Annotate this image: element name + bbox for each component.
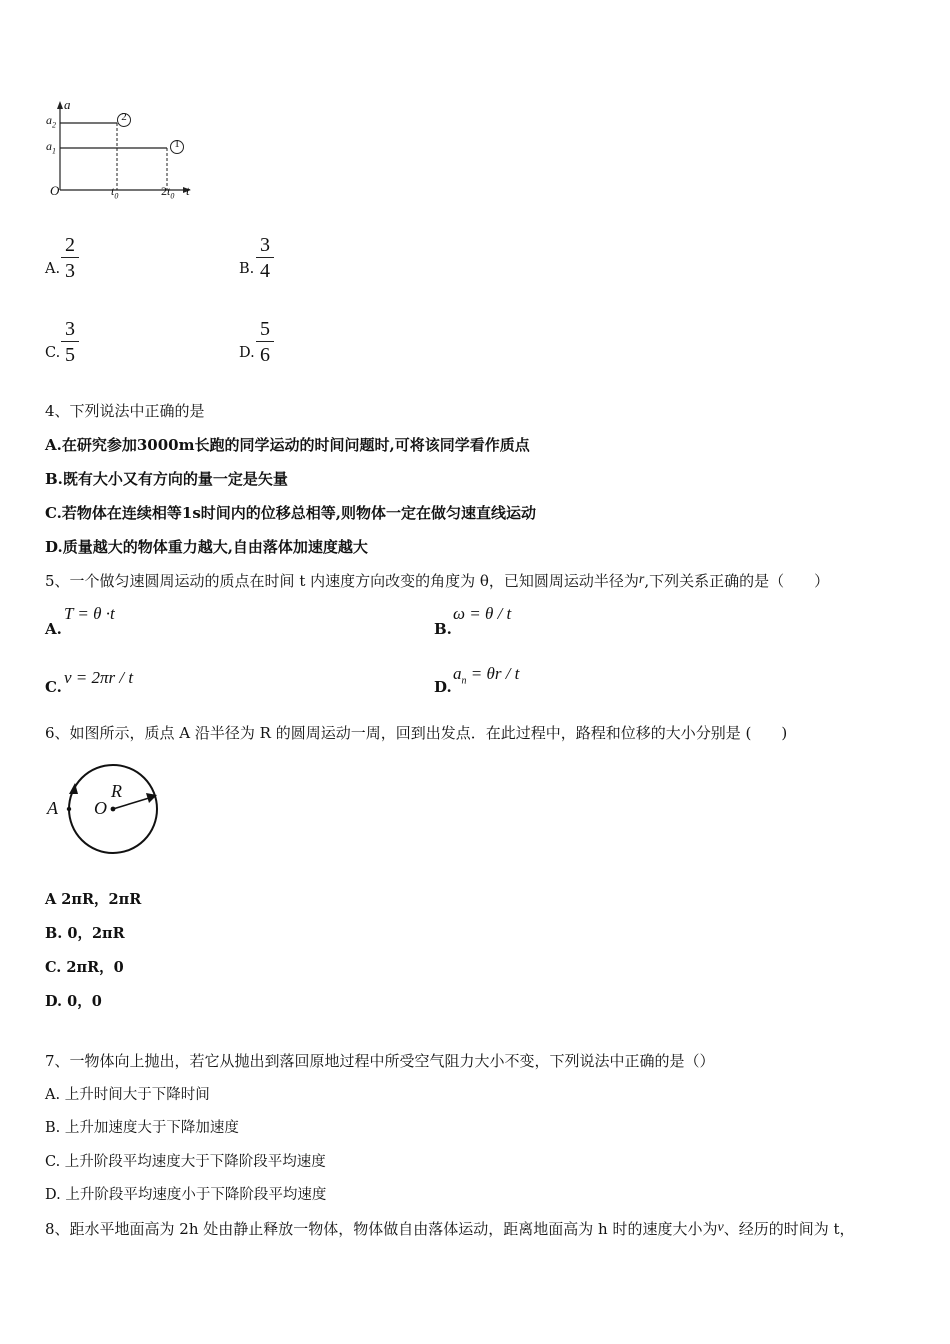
q5-option-a-formula: T = θ ·t xyxy=(64,604,115,623)
q4-stem: 4、下列说法中正确的是 xyxy=(45,402,205,420)
q6-option-d[interactable]: D. 0，0 xyxy=(45,993,102,1010)
q7-option-a[interactable]: A. 上升时间大于下降时间 xyxy=(45,1087,210,1103)
q3-option-c-fraction: 3 5 xyxy=(61,318,79,366)
q3-option-b-fraction: 3 4 xyxy=(256,234,274,282)
tick-label-t0: $t_0$ xyxy=(111,184,119,201)
figure-label-r: R xyxy=(111,781,122,801)
q5-option-d-formula: $a_n = \theta r / t$ xyxy=(453,664,520,687)
q3-option-b-letter[interactable]: B. xyxy=(239,261,255,277)
q5-option-b-letter[interactable]: B. xyxy=(434,620,452,638)
q5-option-c-formula: v = 2πr / t xyxy=(64,668,134,687)
q6-option-a[interactable]: A 2πR，2πR xyxy=(45,891,142,908)
q5-option-c-letter[interactable]: C. xyxy=(45,678,62,696)
q6-stem: 6、如图所示，质点 A 沿半径为 R 的圆周运动一周，回到出发点．在此过程中，路程和位移的大小分别是 ( ) xyxy=(45,724,788,742)
q7-stem: 7、一物体向上抛出，若它从抛出到落回原地过程中所受空气阻力大小不变，下列说法中正确的是（） xyxy=(45,1052,715,1070)
y-axis-arrow-icon xyxy=(57,101,63,109)
q8-stem: 8、距水平地面高为 2h 处由静止释放一物体，物体做自由落体运动，距离地面高为 h 时的速度大小为v、经历的时间为 t， xyxy=(45,1220,855,1238)
origin-label: O xyxy=(50,183,60,198)
figure-label-o: O xyxy=(94,798,107,818)
marker-label-2: 2 xyxy=(121,111,127,123)
tick-label-a1: $a_1$ xyxy=(46,139,56,156)
q4-option-c[interactable]: C.若物体在连续相等1s时间内的位移总相等,则物体一定在做匀速直线运动 xyxy=(45,504,537,522)
axis-label-a: a xyxy=(64,97,71,112)
q3-option-c-letter[interactable]: C. xyxy=(45,345,61,361)
q5-option-d-letter[interactable]: D. xyxy=(434,678,452,696)
axis-label-t: t xyxy=(186,183,190,198)
q4-option-d[interactable]: D.质量越大的物体重力越大,自由落体加速度越大 xyxy=(45,538,368,556)
q6-option-c[interactable]: C. 2πR，0 xyxy=(45,959,124,976)
q3-option-a-letter[interactable]: A. xyxy=(45,261,61,277)
q6-option-b[interactable]: B. 0，2πR xyxy=(45,925,125,942)
marker-label-1: 1 xyxy=(174,138,180,150)
q3-option-d-fraction: 5 6 xyxy=(256,318,274,366)
q7-option-c[interactable]: C. 上升阶段平均速度大于下降阶段平均速度 xyxy=(45,1154,326,1170)
q7-option-b[interactable]: B. 上升加速度大于下降加速度 xyxy=(45,1120,239,1136)
q4-option-a[interactable]: A.在研究参加3000m长跑的同学运动的时间问题时,可将该同学看作质点 xyxy=(45,436,530,454)
q5-option-a-letter[interactable]: A. xyxy=(45,620,62,638)
point-a-dot xyxy=(67,807,71,811)
q4-option-b[interactable]: B.既有大小又有方向的量一定是矢量 xyxy=(45,470,288,488)
q3-option-a-fraction: 2 3 xyxy=(61,234,79,282)
q3-option-d-letter[interactable]: D. xyxy=(239,345,255,361)
tick-label-a2: $a_2$ xyxy=(46,113,56,130)
tick-label-2t0: $2t_0$ xyxy=(161,184,175,201)
q7-option-d[interactable]: D. 上升阶段平均速度小于下降阶段平均速度 xyxy=(45,1187,327,1203)
q5-stem: 5、一个做匀速圆周运动的质点在时间 t 内速度方向改变的角度为 θ，已知圆周运动半径为r,下列关系正确的是（ ） xyxy=(45,572,830,590)
figure-label-a: A xyxy=(47,798,58,818)
q5-option-b-formula: ω = θ / t xyxy=(453,604,512,623)
